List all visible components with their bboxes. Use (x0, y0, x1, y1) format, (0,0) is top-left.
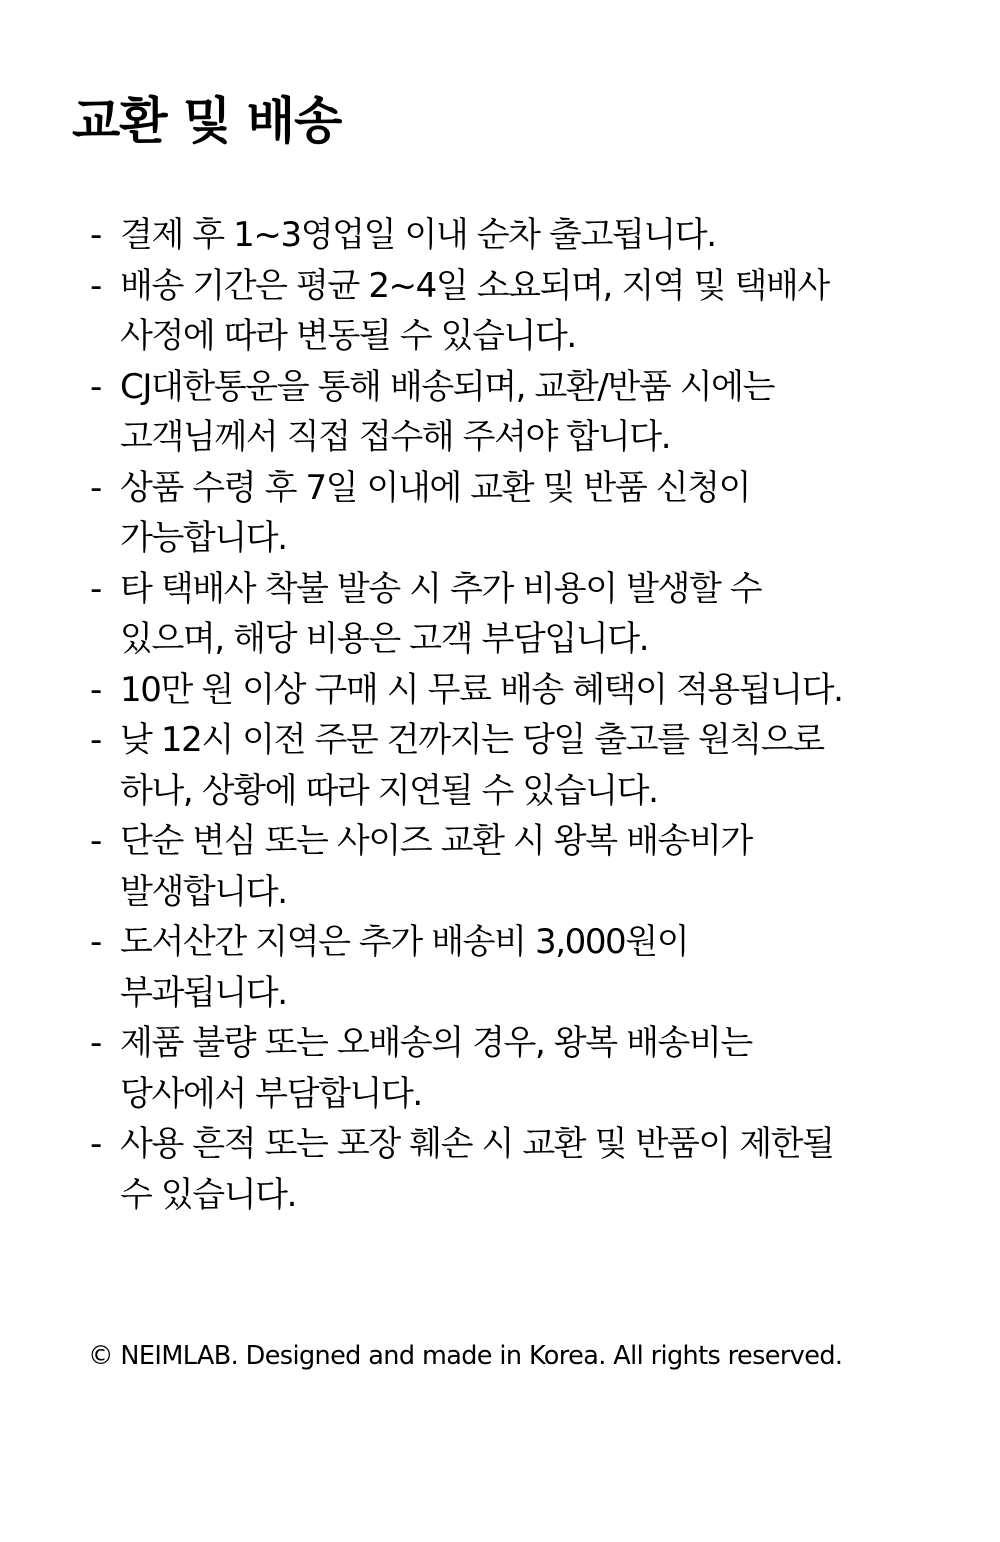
notice-line: - 제품 불량 또는 오배송의 경우, 왕복 배송비는 (120, 1023, 752, 1063)
notice-line: - 낮 12시 이전 주문 건까지는 당일 출고를 원칙으로 (120, 720, 824, 760)
notice-line: - 도서산간 지역은 추가 배송비 3,000원이 (120, 922, 689, 962)
notice-line: 하나, 상황에 따라 지연될 수 있습니다. (120, 770, 658, 811)
list-item (88, 1119, 968, 1220)
notice-line: 수 있습니다. (120, 1174, 297, 1215)
footer-copyright: © NEIMLAB. Designed and made in Korea. All rights reserved. (88, 1341, 843, 1371)
notice-line: - 타 택배사 착불 발송 시 추가 비용이 발생할 수 (120, 568, 762, 609)
notice-line: 당사에서 부담합니다. (120, 1073, 422, 1114)
notice-line: 가능합니다. (120, 518, 287, 558)
notice-line: 있으며, 해당 비용은 고객 부담입니다. (120, 619, 649, 659)
page-title: 교환 및 배송 (72, 92, 342, 150)
list-item (88, 816, 968, 917)
notice-list (88, 210, 968, 1220)
notice-line: 고객님께서 직접 접수해 주셔야 합니다. (120, 417, 671, 457)
notice-line: - 사용 흔적 또는 포장 훼손 시 교환 및 반품이 제한될 (120, 1124, 834, 1164)
notice-line: - 상품 수령 후 7일 이내에 교환 및 반품 신청이 (120, 467, 751, 508)
notice-line: 부과됩니다. (120, 972, 287, 1013)
notice-line: 사정에 따라 변동될 수 있습니다. (120, 316, 576, 356)
notice-line: 발생합니다. (120, 871, 287, 912)
list-item (88, 1018, 968, 1119)
list-item (88, 210, 968, 261)
list-item (88, 665, 968, 716)
notice-line: - 결제 후 1~3영업일 이내 순차 출고됩니다. (120, 215, 716, 255)
list-item (88, 261, 968, 362)
list-item (88, 564, 968, 665)
list-item (88, 715, 968, 816)
notice-line: - 10만 원 이상 구매 시 무료 배송 혜택이 적용됩니다. (120, 669, 843, 710)
list-item (88, 917, 968, 1018)
list-item (88, 463, 968, 564)
notice-line: - 배송 기간은 평균 2~4일 소요되며, 지역 및 택배사 (120, 265, 829, 306)
notice-line: - 단순 변심 또는 사이즈 교환 시 왕복 배송비가 (120, 821, 752, 861)
list-item (88, 362, 968, 463)
notice-line: - CJ대한통운을 통해 배송되며, 교환/반품 시에는 (120, 366, 775, 407)
